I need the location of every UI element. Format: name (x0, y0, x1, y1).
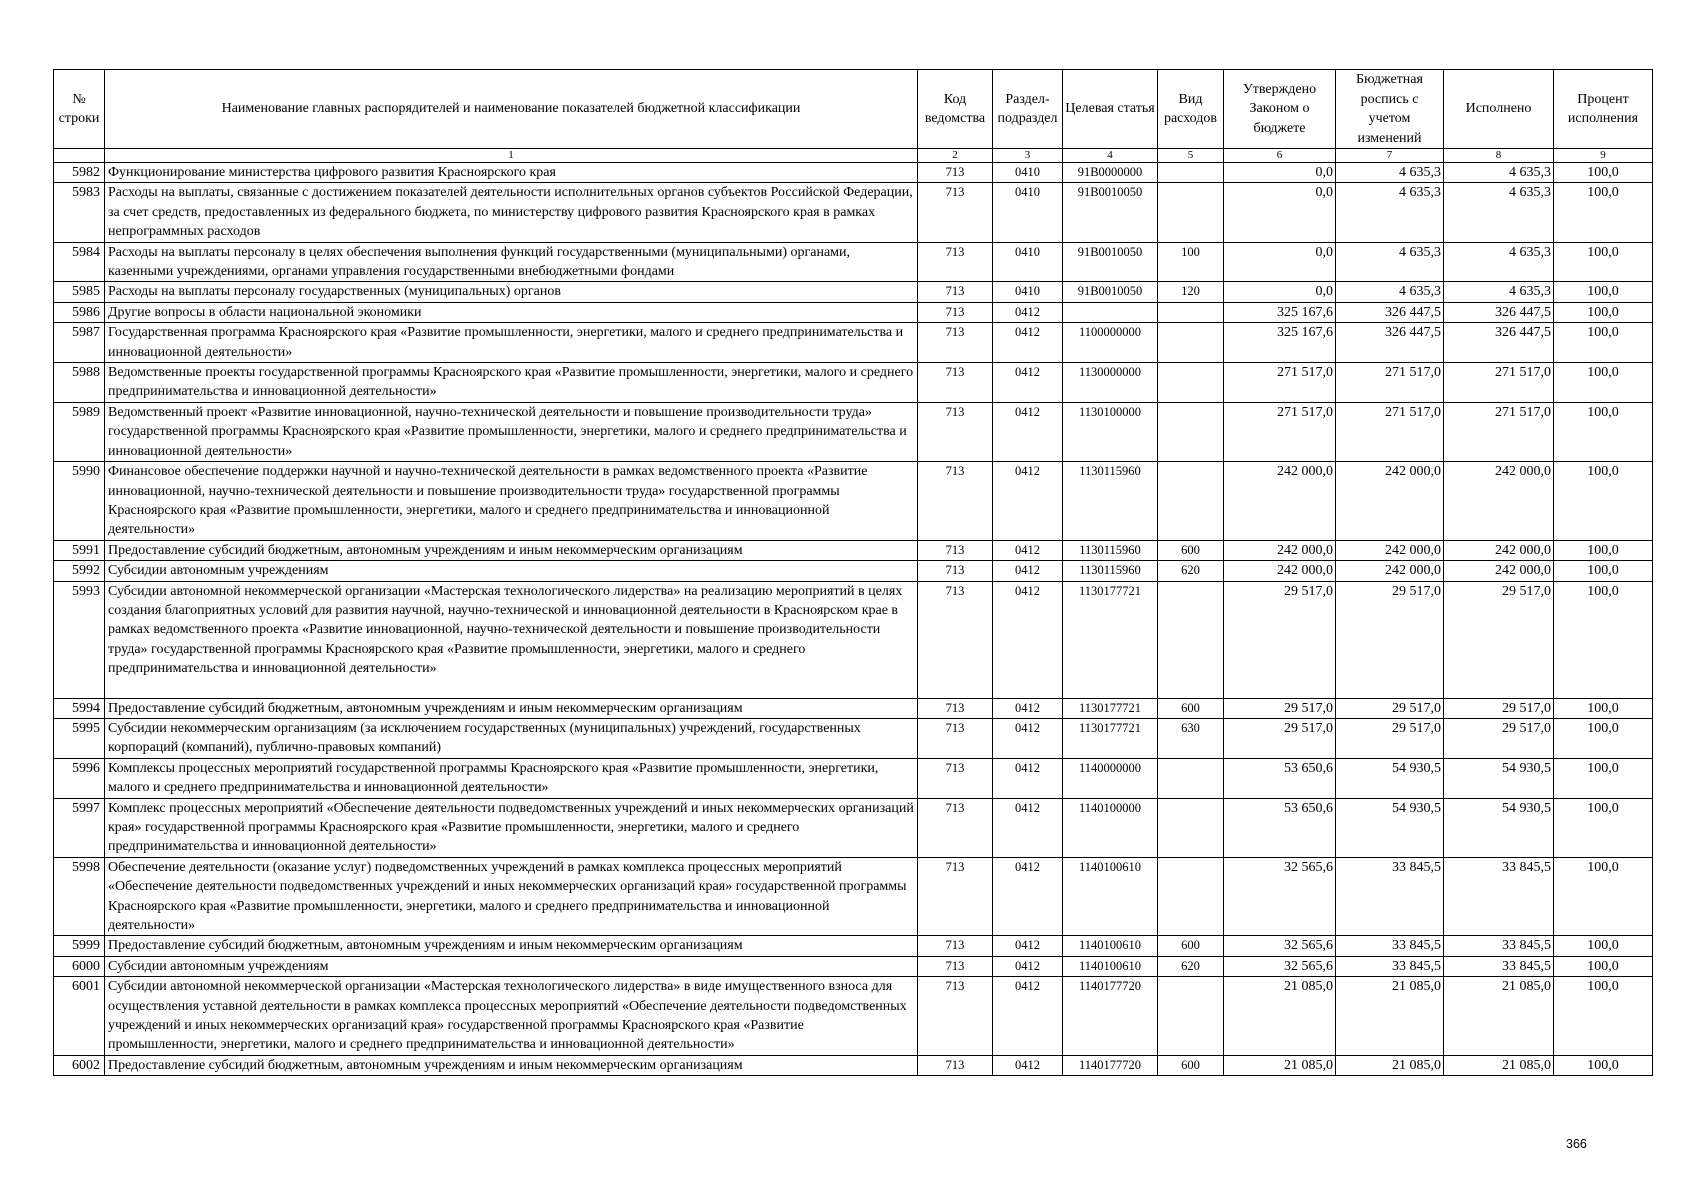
row-dept-code: 713 (918, 540, 993, 560)
row-expense-type: 620 (1158, 956, 1224, 976)
row-target-article: 91В0010050 (1063, 242, 1158, 282)
row-section: 0412 (993, 936, 1063, 956)
row-dept-code: 713 (918, 462, 993, 541)
row-executed: 326 447,5 (1444, 323, 1554, 363)
row-section: 0410 (993, 242, 1063, 282)
row-executed: 4 635,3 (1444, 183, 1554, 242)
row-approved: 271 517,0 (1224, 402, 1336, 461)
row-number: 5986 (54, 302, 105, 322)
row-number: 5998 (54, 857, 105, 936)
header-budget-schedule: Бюджетная роспись с учетом изменений (1336, 70, 1444, 149)
row-name: Расходы на выплаты персоналу государственных (муниципальных) органов (105, 282, 918, 302)
row-dept-code: 713 (918, 163, 993, 183)
row-number: 5992 (54, 561, 105, 581)
row-target-article: 1140177720 (1063, 1055, 1158, 1075)
column-number: 9 (1554, 149, 1653, 163)
row-expense-type: 100 (1158, 242, 1224, 282)
header-row-no: № строки (54, 70, 105, 149)
row-percent: 100,0 (1554, 698, 1653, 718)
row-approved: 325 167,6 (1224, 302, 1336, 322)
row-approved: 53 650,6 (1224, 758, 1336, 798)
table-row (54, 798, 1653, 857)
table-row (54, 540, 1653, 560)
row-budget-schedule: 4 635,3 (1336, 163, 1444, 183)
row-name: Расходы на выплаты персоналу в целях обеспечения выполнения функций государственными (муниципальными) органами, казенными учреждениями, органами управления государственными внебюджетными фондами (105, 242, 918, 282)
row-executed: 4 635,3 (1444, 282, 1554, 302)
row-percent: 100,0 (1554, 282, 1653, 302)
row-section: 0412 (993, 302, 1063, 322)
header-name: Наименование главных распорядителей и наименование показателей бюджетной классификации (105, 70, 918, 149)
row-section: 0412 (993, 857, 1063, 936)
row-percent: 100,0 (1554, 302, 1653, 322)
row-name: Комплексы процессных мероприятий государственной программы Красноярского края «Развитие промышленности, энергетики, малого и среднего предпринимательства и инновационной деятельности» (105, 758, 918, 798)
row-budget-schedule: 242 000,0 (1336, 561, 1444, 581)
row-percent: 100,0 (1554, 977, 1653, 1056)
row-budget-schedule: 29 517,0 (1336, 698, 1444, 718)
table-body (54, 163, 1653, 1076)
row-dept-code: 713 (918, 581, 993, 698)
row-executed: 21 085,0 (1444, 1055, 1554, 1075)
row-executed: 29 517,0 (1444, 718, 1554, 758)
row-target-article: 1130000000 (1063, 363, 1158, 403)
row-expense-type (1158, 758, 1224, 798)
header-row (54, 70, 1653, 149)
column-number: 7 (1336, 149, 1444, 163)
row-budget-schedule: 33 845,5 (1336, 936, 1444, 956)
row-section: 0412 (993, 462, 1063, 541)
table-row (54, 718, 1653, 758)
row-section: 0412 (993, 540, 1063, 560)
table-row (54, 857, 1653, 936)
row-executed: 29 517,0 (1444, 698, 1554, 718)
header-approved: Утверждено Законом о бюджете (1224, 70, 1336, 149)
row-percent: 100,0 (1554, 462, 1653, 541)
row-budget-schedule: 271 517,0 (1336, 402, 1444, 461)
row-dept-code: 713 (918, 977, 993, 1056)
row-number: 5999 (54, 936, 105, 956)
row-target-article: 1140177720 (1063, 977, 1158, 1056)
row-section: 0410 (993, 163, 1063, 183)
row-name: Комплекс процессных мероприятий «Обеспечение деятельности подведомственных учреждений и иных некоммерческих организаций края» государственной программы Красноярского края «Развитие промышленности, энергетики, малого и среднего предпринимательства и инновационной деятельности» (105, 798, 918, 857)
row-expense-type: 630 (1158, 718, 1224, 758)
row-approved: 29 517,0 (1224, 581, 1336, 698)
row-expense-type (1158, 302, 1224, 322)
row-name: Предоставление субсидий бюджетным, автономным учреждениям и иным некоммерческим организациям (105, 540, 918, 560)
row-target-article: 1130177721 (1063, 698, 1158, 718)
row-number: 5996 (54, 758, 105, 798)
header-target-article: Целевая статья (1063, 70, 1158, 149)
row-percent: 100,0 (1554, 1055, 1653, 1075)
row-executed: 54 930,5 (1444, 758, 1554, 798)
row-approved: 29 517,0 (1224, 698, 1336, 718)
row-percent: 100,0 (1554, 936, 1653, 956)
row-target-article: 91В0000000 (1063, 163, 1158, 183)
row-section: 0410 (993, 282, 1063, 302)
row-expense-type (1158, 163, 1224, 183)
table-row (54, 183, 1653, 242)
row-approved: 242 000,0 (1224, 561, 1336, 581)
row-approved: 0,0 (1224, 163, 1336, 183)
row-section: 0412 (993, 363, 1063, 403)
row-expense-type: 600 (1158, 1055, 1224, 1075)
table-row (54, 758, 1653, 798)
row-name: Другие вопросы в области национальной экономики (105, 302, 918, 322)
row-budget-schedule: 242 000,0 (1336, 540, 1444, 560)
row-executed: 33 845,5 (1444, 936, 1554, 956)
column-number: 5 (1158, 149, 1224, 163)
row-expense-type (1158, 323, 1224, 363)
row-expense-type: 600 (1158, 698, 1224, 718)
row-percent: 100,0 (1554, 857, 1653, 936)
row-number: 5982 (54, 163, 105, 183)
column-number (54, 149, 105, 163)
row-target-article: 1140100610 (1063, 936, 1158, 956)
table-row (54, 323, 1653, 363)
row-name: Ведомственные проекты государственной программы Красноярского края «Развитие промышленности, энергетики, малого и среднего предпринимательства и инновационной деятельности» (105, 363, 918, 403)
row-section: 0412 (993, 718, 1063, 758)
row-percent: 100,0 (1554, 718, 1653, 758)
row-percent: 100,0 (1554, 242, 1653, 282)
row-target-article: 1100000000 (1063, 323, 1158, 363)
row-number: 5984 (54, 242, 105, 282)
table-row (54, 698, 1653, 718)
row-dept-code: 713 (918, 758, 993, 798)
row-dept-code: 713 (918, 561, 993, 581)
table-row (54, 462, 1653, 541)
row-section: 0412 (993, 956, 1063, 976)
row-number: 5997 (54, 798, 105, 857)
row-target-article: 1130100000 (1063, 402, 1158, 461)
header-section: Раздел-подраздел (993, 70, 1063, 149)
row-section: 0412 (993, 402, 1063, 461)
row-dept-code: 713 (918, 183, 993, 242)
budget-execution-table (53, 69, 1653, 1076)
table-row (54, 302, 1653, 322)
table-row (54, 163, 1653, 183)
row-section: 0412 (993, 581, 1063, 698)
table-row (54, 581, 1653, 698)
row-name: Субсидии автономной некоммерческой организации «Мастерская технологического лидерства» в виде имущественного взноса для осуществления уставной деятельности в рамках комплекса процессных мероприятий «Обеспечение деятельности подведомственных учреждений и иных некоммерческих организаций края» государственной программы Красноярского края «Развитие промышленности, энергетики, малого и среднего предпринимательства и инновационной деятельности» (105, 977, 918, 1056)
row-number: 5991 (54, 540, 105, 560)
row-expense-type: 120 (1158, 282, 1224, 302)
row-percent: 100,0 (1554, 402, 1653, 461)
row-number: 5988 (54, 363, 105, 403)
row-percent: 100,0 (1554, 540, 1653, 560)
row-dept-code: 713 (918, 698, 993, 718)
row-executed: 242 000,0 (1444, 540, 1554, 560)
row-number: 5985 (54, 282, 105, 302)
row-section: 0412 (993, 323, 1063, 363)
column-number: 4 (1063, 149, 1158, 163)
row-percent: 100,0 (1554, 561, 1653, 581)
row-name: Предоставление субсидий бюджетным, автономным учреждениям и иным некоммерческим организациям (105, 936, 918, 956)
row-executed: 33 845,5 (1444, 857, 1554, 936)
row-dept-code: 713 (918, 1055, 993, 1075)
row-expense-type (1158, 363, 1224, 403)
row-approved: 21 085,0 (1224, 1055, 1336, 1075)
header-percent: Процент исполнения (1554, 70, 1653, 149)
row-executed: 4 635,3 (1444, 242, 1554, 282)
row-expense-type: 600 (1158, 936, 1224, 956)
column-numbers-row (54, 149, 1653, 163)
column-number: 1 (105, 149, 918, 163)
row-section: 0412 (993, 1055, 1063, 1075)
row-name: Функционирование министерства цифрового развития Красноярского края (105, 163, 918, 183)
row-budget-schedule: 4 635,3 (1336, 242, 1444, 282)
table-row (54, 402, 1653, 461)
row-number: 5989 (54, 402, 105, 461)
row-target-article: 1130115960 (1063, 462, 1158, 541)
row-dept-code: 713 (918, 282, 993, 302)
row-dept-code: 713 (918, 798, 993, 857)
row-target-article: 91В0010050 (1063, 183, 1158, 242)
row-dept-code: 713 (918, 402, 993, 461)
row-number: 5994 (54, 698, 105, 718)
row-executed: 29 517,0 (1444, 581, 1554, 698)
row-target-article: 1130115960 (1063, 561, 1158, 581)
row-section: 0412 (993, 798, 1063, 857)
row-approved: 325 167,6 (1224, 323, 1336, 363)
row-budget-schedule: 21 085,0 (1336, 1055, 1444, 1075)
row-target-article (1063, 302, 1158, 322)
row-section: 0412 (993, 977, 1063, 1056)
column-number: 3 (993, 149, 1063, 163)
column-number: 8 (1444, 149, 1554, 163)
row-budget-schedule: 33 845,5 (1336, 857, 1444, 936)
header-executed: Исполнено (1444, 70, 1554, 149)
row-budget-schedule: 21 085,0 (1336, 977, 1444, 1056)
row-budget-schedule: 54 930,5 (1336, 798, 1444, 857)
row-approved: 21 085,0 (1224, 977, 1336, 1056)
row-number: 5983 (54, 183, 105, 242)
row-section: 0410 (993, 183, 1063, 242)
row-name: Субсидии автономным учреждениям (105, 956, 918, 976)
row-target-article: 1140000000 (1063, 758, 1158, 798)
table-row (54, 561, 1653, 581)
row-target-article: 1140100610 (1063, 857, 1158, 936)
row-executed: 242 000,0 (1444, 561, 1554, 581)
row-approved: 29 517,0 (1224, 718, 1336, 758)
row-expense-type: 600 (1158, 540, 1224, 560)
row-executed: 242 000,0 (1444, 462, 1554, 541)
row-expense-type (1158, 402, 1224, 461)
row-expense-type (1158, 857, 1224, 936)
row-budget-schedule: 4 635,3 (1336, 282, 1444, 302)
table-row (54, 936, 1653, 956)
row-dept-code: 713 (918, 936, 993, 956)
row-percent: 100,0 (1554, 183, 1653, 242)
row-dept-code: 713 (918, 363, 993, 403)
row-dept-code: 713 (918, 956, 993, 976)
row-target-article: 1130177721 (1063, 718, 1158, 758)
row-name: Ведомственный проект «Развитие инновационной, научно-технической деятельности и повышение производительности труда» государственной программы Красноярского края «Развитие промышленности, энергетики, малого и среднего предпринимательства и инновационной деятельности» (105, 402, 918, 461)
row-expense-type (1158, 462, 1224, 541)
row-name: Субсидии автономным учреждениям (105, 561, 918, 581)
row-dept-code: 713 (918, 323, 993, 363)
table-row (54, 1055, 1653, 1075)
row-dept-code: 713 (918, 242, 993, 282)
column-number: 2 (918, 149, 993, 163)
column-number: 6 (1224, 149, 1336, 163)
row-budget-schedule: 326 447,5 (1336, 323, 1444, 363)
row-dept-code: 713 (918, 302, 993, 322)
row-approved: 32 565,6 (1224, 936, 1336, 956)
row-target-article: 1140100000 (1063, 798, 1158, 857)
row-name: Государственная программа Красноярского края «Развитие промышленности, энергетики, малого и среднего предпринимательства и инновационной деятельности» (105, 323, 918, 363)
row-expense-type (1158, 183, 1224, 242)
row-executed: 271 517,0 (1444, 363, 1554, 403)
row-percent: 100,0 (1554, 323, 1653, 363)
row-percent: 100,0 (1554, 163, 1653, 183)
row-number: 5995 (54, 718, 105, 758)
row-target-article: 1140100610 (1063, 956, 1158, 976)
row-expense-type (1158, 581, 1224, 698)
row-executed: 271 517,0 (1444, 402, 1554, 461)
header-expense-type: Вид расходов (1158, 70, 1224, 149)
row-expense-type: 620 (1158, 561, 1224, 581)
row-budget-schedule: 271 517,0 (1336, 363, 1444, 403)
header-dept-code: Код ведомства (918, 70, 993, 149)
row-section: 0412 (993, 561, 1063, 581)
row-budget-schedule: 326 447,5 (1336, 302, 1444, 322)
row-percent: 100,0 (1554, 758, 1653, 798)
row-budget-schedule: 4 635,3 (1336, 183, 1444, 242)
row-name: Предоставление субсидий бюджетным, автономным учреждениям и иным некоммерческим организациям (105, 698, 918, 718)
row-name: Субсидии некоммерческим организациям (за исключением государственных (муниципальных) учреждений, государственных корпораций (компаний), публично-правовых компаний) (105, 718, 918, 758)
table-row (54, 363, 1653, 403)
row-percent: 100,0 (1554, 581, 1653, 698)
page-number: 366 (1566, 1137, 1587, 1151)
row-executed: 21 085,0 (1444, 977, 1554, 1056)
row-expense-type (1158, 977, 1224, 1056)
row-budget-schedule: 29 517,0 (1336, 718, 1444, 758)
row-approved: 0,0 (1224, 242, 1336, 282)
row-number: 6002 (54, 1055, 105, 1075)
row-name: Субсидии автономной некоммерческой организации «Мастерская технологического лидерства» на реализацию мероприятий в целях создания благоприятных условий для развития научной, научно-технической и инновационной деятельности в Красноярском крае в рамках ведомственного проекта «Развитие инновационной, научно-технической деятельности и повышение производительности труда» государственной программы Красноярского края «Развитие промышленности, энергетики, малого и среднего предпринимательства и инновационной деятельности» (105, 581, 918, 698)
row-percent: 100,0 (1554, 956, 1653, 976)
row-target-article: 1130115960 (1063, 540, 1158, 560)
row-approved: 0,0 (1224, 282, 1336, 302)
row-name: Финансовое обеспечение поддержки научной и научно-технической деятельности в рамках ведомственного проекта «Развитие инновационной, научно-технической деятельности и повышение производительности труда» государственной программы Красноярского края «Развитие промышленности, энергетики, малого и среднего предпринимательства и инновационной деятельности» (105, 462, 918, 541)
row-budget-schedule: 29 517,0 (1336, 581, 1444, 698)
row-budget-schedule: 33 845,5 (1336, 956, 1444, 976)
row-expense-type (1158, 798, 1224, 857)
row-number: 5990 (54, 462, 105, 541)
row-number: 6001 (54, 977, 105, 1056)
row-number: 5987 (54, 323, 105, 363)
row-number: 5993 (54, 581, 105, 698)
row-executed: 33 845,5 (1444, 956, 1554, 976)
table-row (54, 242, 1653, 282)
row-budget-schedule: 54 930,5 (1336, 758, 1444, 798)
row-approved: 32 565,6 (1224, 857, 1336, 936)
row-number: 6000 (54, 956, 105, 976)
table-row (54, 282, 1653, 302)
row-dept-code: 713 (918, 718, 993, 758)
table-row (54, 977, 1653, 1056)
row-name: Обеспечение деятельности (оказание услуг) подведомственных учреждений в рамках комплекса процессных мероприятий «Обеспечение деятельности подведомственных учреждений и иных некоммерческих организаций края» государственной программы Красноярского края «Развитие промышленности, энергетики, малого и среднего предпринимательства и инновационной деятельности» (105, 857, 918, 936)
row-percent: 100,0 (1554, 363, 1653, 403)
row-approved: 242 000,0 (1224, 540, 1336, 560)
row-executed: 4 635,3 (1444, 163, 1554, 183)
row-target-article: 91В0010050 (1063, 282, 1158, 302)
row-approved: 53 650,6 (1224, 798, 1336, 857)
row-approved: 271 517,0 (1224, 363, 1336, 403)
row-dept-code: 713 (918, 857, 993, 936)
row-percent: 100,0 (1554, 798, 1653, 857)
row-name: Расходы на выплаты, связанные с достижением показателей деятельности исполнительных органов субъектов Российской Федерации, за счет средств, предоставленных из федерального бюджета, по министерству цифрового развития Красноярского края в рамках непрограммных расходов (105, 183, 918, 242)
row-target-article: 1130177721 (1063, 581, 1158, 698)
row-name: Предоставление субсидий бюджетным, автономным учреждениям и иным некоммерческим организациям (105, 1055, 918, 1075)
row-budget-schedule: 242 000,0 (1336, 462, 1444, 541)
table-row (54, 956, 1653, 976)
row-executed: 54 930,5 (1444, 798, 1554, 857)
row-section: 0412 (993, 698, 1063, 718)
row-approved: 0,0 (1224, 183, 1336, 242)
row-approved: 242 000,0 (1224, 462, 1336, 541)
row-approved: 32 565,6 (1224, 956, 1336, 976)
row-section: 0412 (993, 758, 1063, 798)
row-executed: 326 447,5 (1444, 302, 1554, 322)
